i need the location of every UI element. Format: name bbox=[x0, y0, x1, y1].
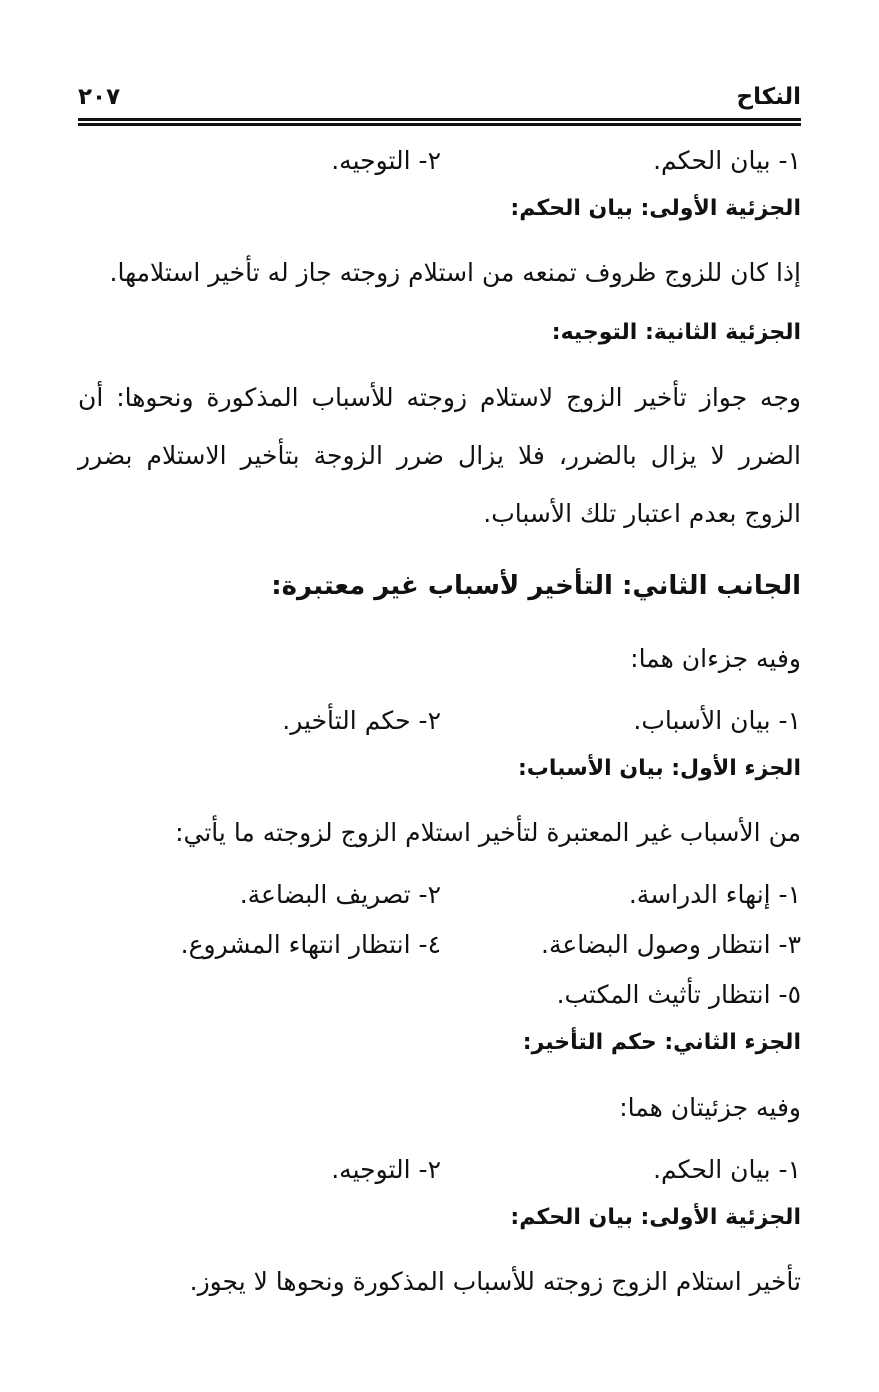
section-subheading: الجزء الثاني: حكم التأخير: bbox=[522, 1030, 801, 1056]
part2-list bbox=[78, 1155, 801, 1195]
page-header bbox=[78, 74, 801, 126]
paragraph: من الأسباب غير المعتبرة لتأخير استلام الزوج لزوجته ما يأتي: bbox=[175, 818, 801, 848]
paragraph: وجه جواز تأخير الزوج لاستلام زوجته للأسباب المذكورة ونحوها: أن الضرر لا يزال بالضرر، فلا يزال ضرر الزوجة بتأخير الاستلام بضرر الزوج بعدم اعتبار تلك الأسباب. bbox=[78, 382, 801, 528]
list-item: ٣- انتظار وصول البضاعة. bbox=[541, 930, 801, 960]
section-subheading: الجزء الأول: بيان الأسباب: bbox=[517, 755, 801, 781]
section-heading: الجانب الثاني: التأخير لأسباب غير معتبرة: bbox=[271, 570, 801, 601]
paragraph: وفيه جزئيتان هما: bbox=[619, 1092, 801, 1122]
list-item: ٢- التوجيه. bbox=[331, 146, 441, 175]
list-item: ٤- انتظار انتهاء المشروع. bbox=[180, 930, 441, 960]
section-subheading: الجزئية الثانية: التوجيه: bbox=[551, 320, 801, 346]
intro-list bbox=[78, 146, 801, 186]
list-item: ٥- انتظار تأثيث المكتب. bbox=[556, 980, 801, 1010]
list-item: ٢- تصريف البضاعة. bbox=[239, 880, 441, 910]
part1-list-row bbox=[78, 980, 801, 1020]
paragraph: إذا كان للزوج ظروف تمنعه من استلام زوجته جاز له تأخير استلامها. bbox=[109, 258, 801, 288]
list-item: ٢- حكم التأخير. bbox=[282, 705, 441, 735]
list-item: ١- بيان الحكم. bbox=[653, 146, 801, 175]
page-body bbox=[78, 146, 801, 1319]
page-number: ٢٠٧ bbox=[78, 84, 121, 110]
paragraph: تأخير استلام الزوج زوجته للأسباب المذكورة ونحوها لا يجوز. bbox=[189, 1267, 801, 1297]
part1-list-row bbox=[78, 930, 801, 970]
list-item: ١- بيان الأسباب. bbox=[633, 705, 801, 735]
list-item: ٢- التوجيه. bbox=[331, 1154, 441, 1184]
section-subheading: الجزئية الأولى: بيان الحكم: bbox=[510, 196, 801, 221]
side2-list bbox=[78, 706, 801, 746]
list-item: ١- بيان الحكم. bbox=[653, 1154, 801, 1184]
list-item: ١- إنهاء الدراسة. bbox=[628, 880, 801, 910]
paragraph: وفيه جزءان هما: bbox=[630, 643, 801, 673]
header-double-rule bbox=[78, 118, 801, 126]
section-subheading: الجزئية الأولى: بيان الحكم: bbox=[510, 1204, 801, 1230]
part1-list-row bbox=[78, 880, 801, 920]
chapter-title: النكاح bbox=[736, 84, 801, 110]
